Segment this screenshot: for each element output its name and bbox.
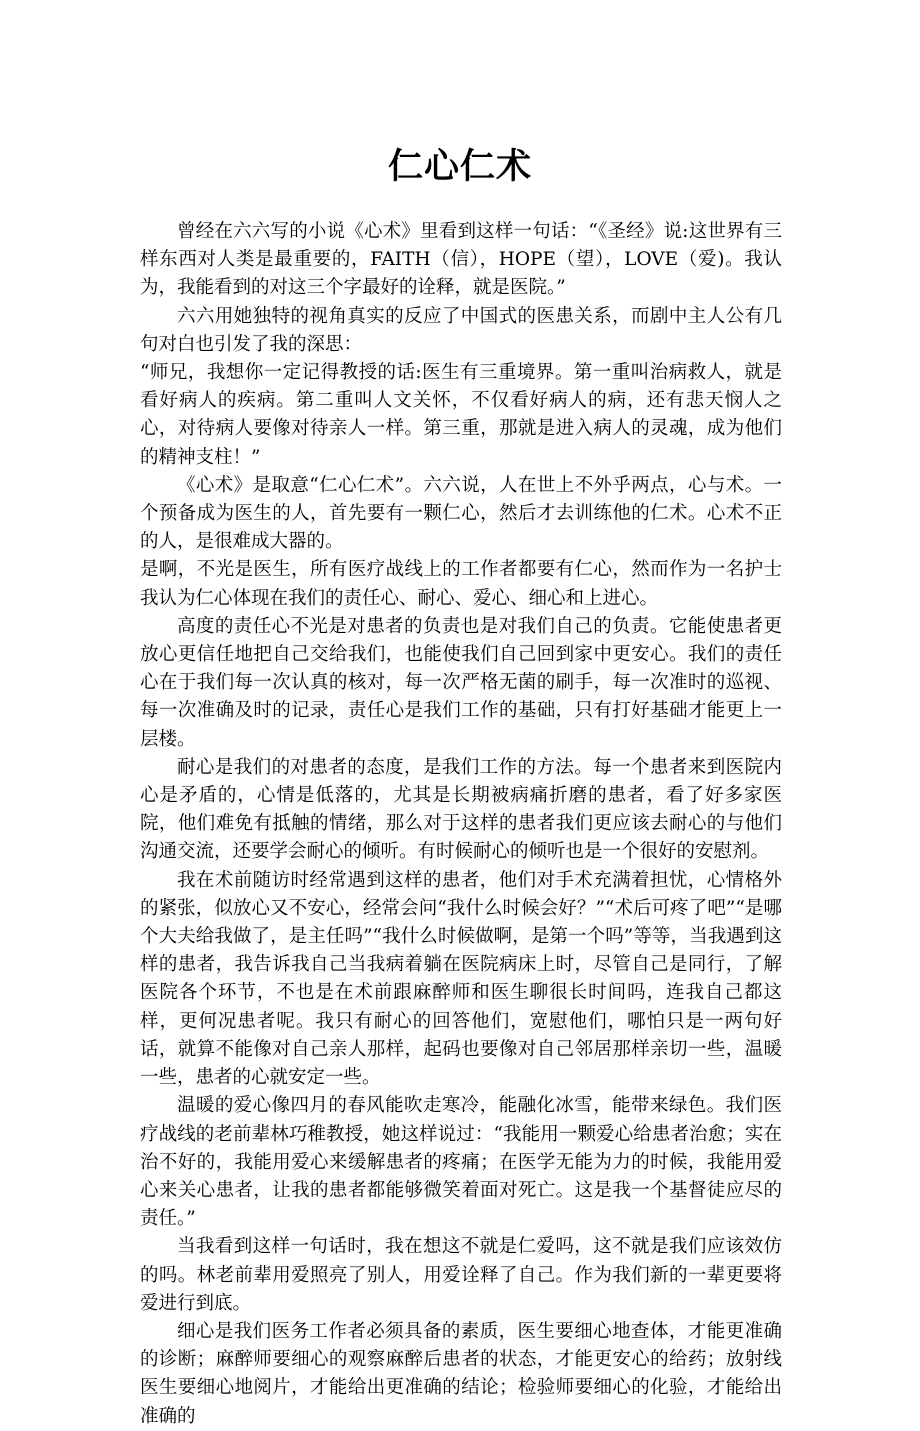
paragraph: 细心是我们医务工作者必须具备的素质，医生要细心地查体，才能更准确的诊断；麻醉师要细心的观察麻醉后患者的状态，才能更安心的给药；放射线医生要细心地阅片，才能给出更准确的结论；检验师要细心的化验，才能给出准确的	[140, 1320, 782, 1427]
paragraph: 我在术前随访时经常遇到这样的患者，他们对手术充满着担忧，心情格外的紧张，似放心又不安心，经常会问“我什么时候会好？”“术后可疼了吧”“是哪个大夫给我做了，是主任吗”“我什么时候做啊，是第一个吗”等等，当我遇到这样的患者，我告诉我自己当我病着躺在医院病床上时，尽管自己是同行，了解医院各个环节，不也是在术前跟麻醉师和医生聊很长时间吗，连我自己都这样，更何况患者呢。我只有耐心的回答他们，宽慰他们，哪怕只是一两句好话，就算不能像对自己亲人那样，起码也要像对自己邻居那样亲切一些，温暖一些，患者的心就安定一些。	[140, 869, 782, 1089]
paragraph: 六六用她独特的视角真实的反应了中国式的医患关系，而剧中主人公有几句对白也引发了我的深思：	[140, 305, 782, 355]
document-title: 仁心仁术	[387, 146, 532, 187]
paragraph: 《心术》是取意“仁心仁术”。六六说，人在世上不外乎两点，心与术。一个预备成为医生的人，首先要有一颗仁心，然后才去训练他的仁术。心术不正的人，是很难成大器的。	[140, 474, 782, 553]
paragraph: 是啊，不光是医生，所有医疗战线上的工作者都要有仁心，然而作为一名护士我认为仁心体现在我们的责任心、耐心、爱心、细心和上进心。	[140, 559, 782, 609]
paragraph: 曾经在六六写的小说《心术》里看到这样一句话：“《圣经》说:这世界有三样东西对人类是最重要的，FAITH（信），HOPE（望），LOVE（爱)。我认为，我能看到的对这三个字最好的诠释，就是医院。”	[140, 221, 782, 299]
paragraph: 温暖的爱心像四月的春风能吹走寒冷，能融化冰雪，能带来绿色。我们医疗战线的老前辈林巧稚教授，她这样说过：“我能用一颗爱心给患者治愈；实在治不好的，我能用爱心来缓解患者的疼痛；在医学无能为力的时候，我能用爱心来关心患者，让我的患者都能够微笑着面对死亡。这是我一个基督徒应尽的责任。”	[140, 1095, 782, 1230]
paragraph: 高度的责任心不光是对患者的负责也是对我们自己的负责。它能使患者更放心更信任地把自己交给我们，也能使我们自己回到家中更安心。我们的责任心在于我们每一次认真的核对，每一次严格无菌的刷手，每一次准时的巡视、每一次准确及时的记录，责任心是我们工作的基础，只有打好基础才能更上一层楼。	[140, 615, 782, 750]
paragraph: 当我看到这样一句话时，我在想这不就是仁爱吗，这不就是我们应该效仿的吗。林老前辈用爱照亮了别人，用爱诠释了自己。作为我们新的一辈更要将爱进行到底。	[140, 1236, 782, 1314]
paragraph: “师兄，我想你一定记得教授的话:医生有三重境界。第一重叫治病救人，就是看好病人的疾病。第二重叫人文关怀，不仅看好病人的病，还有悲天悯人之心，对待病人要像对待亲人一样。第三重，那就是进入病人的灵魂，成为他们的精神支柱！”	[140, 362, 782, 468]
paragraph: 耐心是我们的对患者的态度，是我们工作的方法。每一个患者来到医院内心是矛盾的，心情是低落的，尤其是长期被病痛折磨的患者，看了好多家医院，他们难免有抵触的情绪，那么对于这样的患者我们更应该去耐心的与他们沟通交流，还要学会耐心的倾听。有时候耐心的倾听也是一个很好的安慰剂。	[140, 756, 782, 863]
document-body	[140, 218, 782, 1431]
